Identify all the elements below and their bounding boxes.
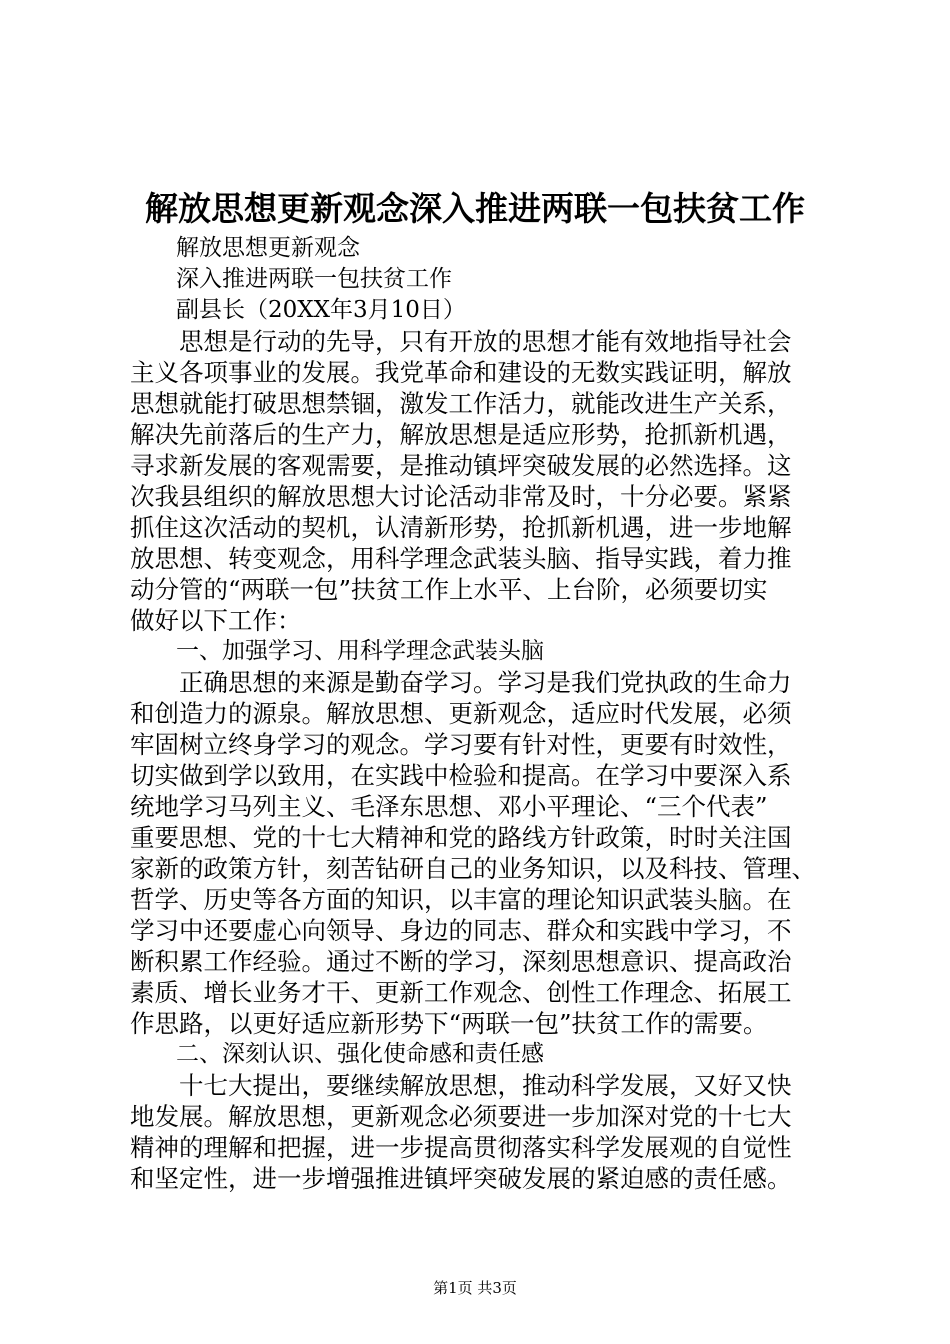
section1-line: 作思路，以更好适应新形势下“两联一包”扶贫工作的需要。 xyxy=(130,1009,768,1038)
section-heading: 一、加强学习、用科学理念武装头脑 xyxy=(176,638,544,664)
subtitle-line: 解放思想更新观念 xyxy=(176,235,360,261)
page-footer: 第1页 共3页 xyxy=(433,1279,517,1297)
intro-line: 动分管的“两联一包”扶贫工作上水平、上台阶，必须要切实 xyxy=(130,575,768,604)
section1-line: 统地学习马列主义、毛泽东思想、邓小平理论、“三个代表” xyxy=(130,792,768,821)
section1-line: 素质、增长业务才干、更新工作观念、创性工作理念、拓展工 xyxy=(130,978,792,1007)
intro-line: 寻求新发展的客观需要，是推动镇坪突破发展的必然选择。这 xyxy=(130,451,792,480)
section-heading: 二、深刻认识、强化使命感和责任感 xyxy=(176,1041,544,1067)
intro-line: 思想就能打破思想禁锢，激发工作活力，就能改进生产关系， xyxy=(130,389,792,418)
intro-line: 思想是行动的先导，只有开放的思想才能有效地指导社会 xyxy=(179,327,792,356)
section1-line: 正确思想的来源是勤奋学习。学习是我们党执政的生命力 xyxy=(179,668,792,697)
subtitle-line: 深入推进两联一包扶贫工作 xyxy=(176,266,452,292)
section1-line: 和创造力的源泉。解放思想、更新观念，适应时代发展，必须 xyxy=(130,699,792,728)
document-body xyxy=(130,233,832,1194)
section2-line: 精神的理解和把握，进一步提高贯彻落实科学发展观的自觉性 xyxy=(130,1133,792,1162)
intro-line: 主义各项事业的发展。我党革命和建设的无数实践证明，解放 xyxy=(130,358,792,387)
section1-line: 切实做到学以致用，在实践中检验和提高。在学习中要深入系 xyxy=(130,761,792,790)
section2-line: 地发展。解放思想，更新观念必须要进一步加深对党的十七大 xyxy=(130,1102,792,1131)
section1-line: 牢固树立终身学习的观念。学习要有针对性，更要有时效性， xyxy=(130,730,792,759)
intro-line: 做好以下工作： xyxy=(130,606,302,635)
subtitle-line: 副县长（20XX年3月10日） xyxy=(176,297,466,323)
section1-line: 家新的政策方针，刻苦钻研自己的业务知识，以及科技、管理、 xyxy=(130,854,816,883)
section1-line: 学习中还要虚心向领导、身边的同志、群众和实践中学习，不 xyxy=(130,916,792,945)
section1-line: 断积累工作经验。通过不断的学习，深刻思想意识、提高政治 xyxy=(130,947,792,976)
intro-line: 放思想、转变观念，用科学理念武装头脑、指导实践，着力推 xyxy=(130,544,792,573)
section1-line: 哲学、历史等各方面的知识，以丰富的理论知识武装头脑。在 xyxy=(130,885,792,914)
intro-line: 次我县组织的解放思想大讨论活动非常及时，十分必要。紧紧 xyxy=(130,482,792,511)
intro-line: 解决先前落后的生产力，解放思想是适应形势，抢抓新机遇， xyxy=(130,420,792,449)
section1-line: 重要思想、党的十七大精神和党的路线方针政策，时时关注国 xyxy=(130,823,792,852)
intro-line: 抓住这次活动的契机，认清新形势，抢抓新机遇，进一步地解 xyxy=(130,513,792,542)
section2-line: 十七大提出，要继续解放思想，推动科学发展，又好又快 xyxy=(179,1071,792,1100)
section2-line: 和坚定性，进一步增强推进镇坪突破发展的紧迫感的责任感。 xyxy=(130,1164,792,1193)
document-title: 解放思想更新观念深入推进两联一包扶贫工作 xyxy=(145,189,805,228)
